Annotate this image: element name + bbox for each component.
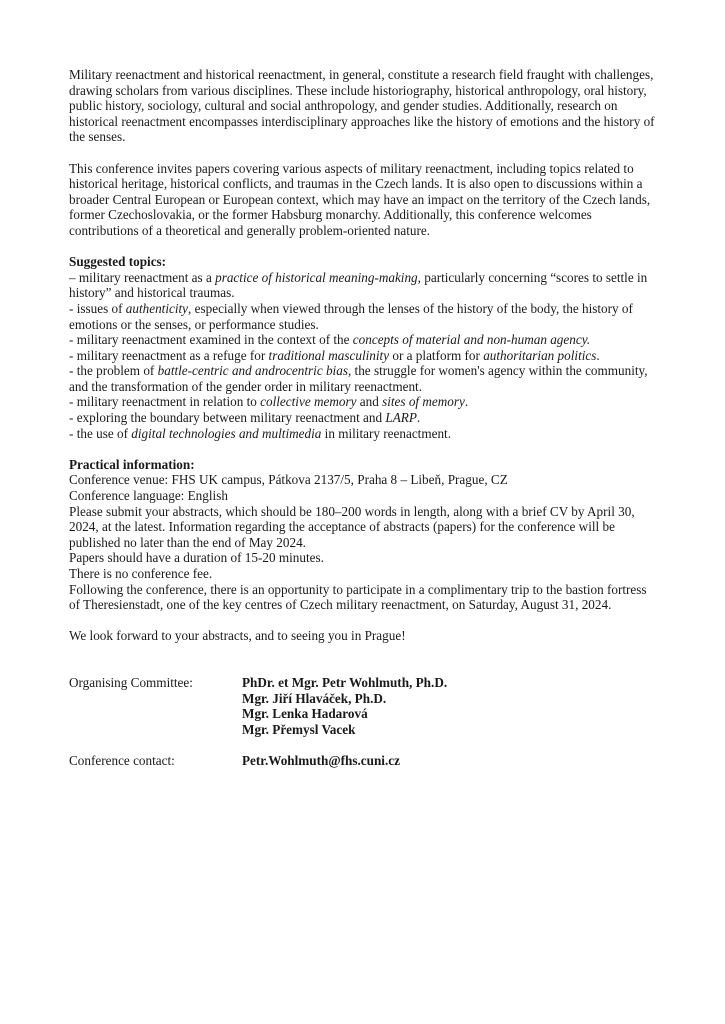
committee-member: PhDr. et Mgr. Petr Wohlmuth, Ph.D.	[242, 675, 448, 691]
contact-label: Conference contact:	[69, 753, 175, 769]
committee-member: Mgr. Přemysl Vacek	[242, 721, 356, 737]
topic-item: - military reenactment as a refuge for traditional masculinity or a platform for authoritarian politics.	[69, 347, 600, 363]
topic-item: - issues of authenticity, especially when viewed through the lenses of the history of the body, the history of emotions or the senses, or performance studies.	[69, 300, 633, 332]
intro-paragraph-1: Military reenactment and historical reenactment, in general, constitute a research field fraught with challenges, drawing scholars from various disciplines. These include historiography, historical anthropology, oral history, public history, sociology, cultural and social anthropology, and gender studies. Additionally, research on historical reenactment encompasses interdisciplinary approaches like the history of emotions and the history of the senses.	[69, 67, 655, 145]
trip-line: Following the conference, there is an opportunity to participate in a complimentary trip to the bastion fortress of Theresienstadt, one of the key centres of Czech military reenactment, on Saturday, August 31, 2024.	[69, 581, 647, 613]
submission-line: Please submit your abstracts, which should be 180–200 words in length, along with a brief CV by April 30, 2024, at the latest. Information regarding the acceptance of abstracts (papers) for the conference will be published no later than the end of May 2024.	[69, 503, 635, 550]
contact-email-link[interactable]: Petr.Wohlmuth@fhs.cuni.cz	[242, 753, 400, 769]
conference-contact	[69, 753, 659, 769]
topic-item: - exploring the boundary between military reenactment and LARP.	[69, 410, 421, 426]
topic-item: - the problem of battle-centric and androcentric bias, the struggle for women's agency within the community, and the transformation of the gender order in military reenactment.	[69, 363, 648, 394]
topic-item: - the use of digital technologies and multimedia in military reenactment.	[69, 425, 452, 441]
topics-heading: Suggested topics:	[69, 254, 167, 270]
venue-line: Conference venue: FHS UK campus, Pátkova 2137/5, Praha 8 – Libeň, Prague, CZ	[69, 472, 508, 488]
duration-line: Papers should have a duration of 15-20 minutes.	[69, 550, 324, 566]
committee-label: Organising Committee:	[69, 675, 193, 691]
committee-member: Mgr. Jiří Hlaváček, Ph.D.	[242, 690, 387, 706]
topic-item: - military reenactment in relation to collective memory and sites of memory.	[69, 394, 469, 410]
committee-members	[242, 675, 447, 737]
fee-line: There is no conference fee.	[69, 566, 213, 581]
intro-paragraph-2: This conference invites papers covering various aspects of military reenactment, including topics related to historical heritage, historical conflicts, and traumas in the Czech lands. It is also open to discussions within a broader Central European or European context, which may have an impact on the territory of the Czech lands, former Czechoslovakia, or the former Habsburg monarchy. Additionally, this conference welcomes contributions of a theoretical and generally problem-oriented nature.	[69, 160, 651, 238]
practical-heading: Practical information:	[69, 456, 195, 472]
topic-item: – military reenactment as a practice of historical meaning-making, particularly concerning “scores to settle in history” and historical traumas.	[69, 269, 648, 301]
document-page	[69, 67, 659, 769]
closing-line: We look forward to your abstracts, and to seeing you in Prague!	[69, 628, 406, 644]
language-line: Conference language: English	[69, 488, 228, 504]
organising-committee	[69, 675, 659, 737]
topics-list	[69, 270, 659, 442]
committee-member: Mgr. Lenka Hadarová	[242, 706, 368, 722]
topic-item: - military reenactment examined in the context of the concepts of material and non-human agency.	[69, 332, 591, 348]
